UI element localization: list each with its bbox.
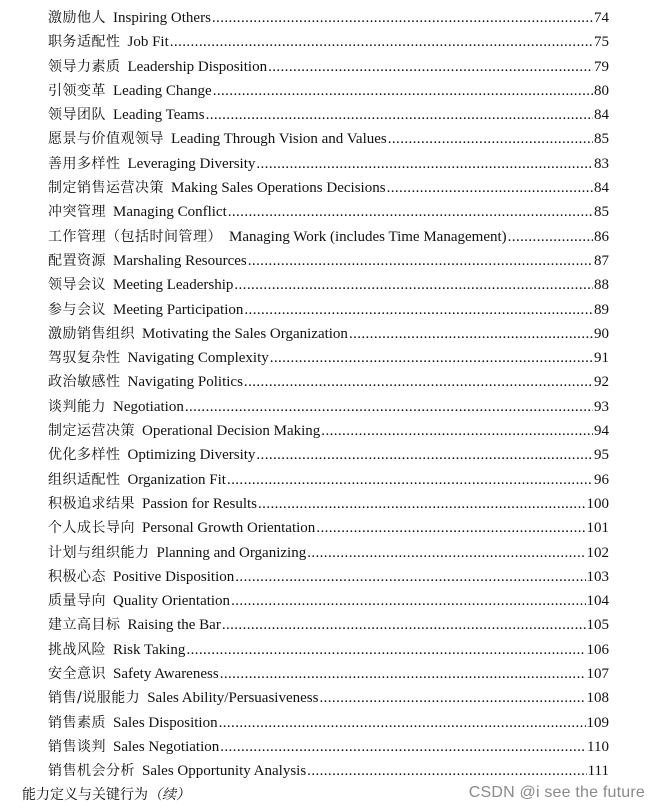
- toc-dot-leader: [222, 613, 586, 637]
- toc-entry-chinese-title: 优化多样性: [48, 447, 121, 464]
- toc-entry-chinese-title: 工作管理（包括时间管理）: [48, 228, 222, 245]
- toc-dot-leader: [228, 200, 593, 224]
- toc-entry-chinese-title: 政治敏感性: [48, 374, 121, 391]
- toc-entry: [48, 200, 609, 224]
- toc-entry-chinese-title: 职务适配性: [48, 34, 121, 51]
- toc-dot-leader: [307, 541, 585, 565]
- toc-entry-chinese-title: 愿景与价值观领导: [48, 131, 164, 148]
- table-of-contents: [48, 6, 609, 784]
- toc-entry-chinese-title: 积极追求结果: [48, 495, 135, 512]
- toc-entry: [48, 686, 609, 710]
- toc-dot-leader: [268, 55, 593, 79]
- toc-entry-chinese-title: 参与会议: [48, 301, 106, 318]
- toc-dot-leader: [387, 176, 593, 200]
- toc-entry-english-title: Leadership Disposition: [127, 58, 268, 75]
- toc-entry: [48, 273, 609, 297]
- toc-entry-page-number: 80: [594, 82, 609, 99]
- toc-entry-page-number: 107: [586, 666, 609, 683]
- toc-entry: [48, 468, 609, 492]
- toc-dot-leader: [508, 225, 593, 249]
- toc-entry-page-number: 85: [594, 204, 609, 221]
- toc-entry-chinese-title: 建立高目标: [48, 617, 121, 634]
- footer-continued-text: （续）: [148, 787, 190, 803]
- toc-entry-page-number: 91: [594, 350, 609, 367]
- toc-entry-chinese-title: 引领变革: [48, 82, 106, 99]
- toc-entry-chinese-title: 驾驭复杂性: [48, 350, 121, 367]
- toc-entry-english-title: Meeting Participation: [113, 301, 244, 318]
- toc-entry-page-number: 102: [586, 544, 609, 561]
- toc-entry-page-number: 84: [594, 180, 609, 197]
- toc-entry: [48, 152, 609, 176]
- toc-entry-page-number: 92: [594, 374, 609, 391]
- toc-entry: [48, 759, 609, 783]
- toc-entry-english-title: Managing Work (includes Time Management): [229, 228, 507, 245]
- toc-entry-chinese-title: 善用多样性: [48, 155, 121, 172]
- toc-entry-english-title: Leading Through Vision and Values: [171, 131, 387, 148]
- toc-entry-english-title: Sales Disposition: [113, 714, 218, 731]
- toc-entry: [48, 370, 609, 394]
- toc-entry-chinese-title: 领导力素质: [48, 58, 121, 75]
- toc-entry-page-number: 100: [586, 495, 609, 512]
- toc-entry: [48, 541, 609, 565]
- toc-entry-page-number: 111: [587, 763, 609, 780]
- toc-dot-leader: [244, 298, 593, 322]
- toc-dot-leader: [170, 30, 593, 54]
- toc-entry-english-title: Personal Growth Orientation: [142, 520, 316, 537]
- toc-entry-english-title: Sales Ability/Persuasiveness: [147, 690, 319, 707]
- toc-entry: [48, 103, 609, 127]
- toc-entry: [48, 516, 609, 540]
- toc-entry-page-number: 101: [586, 520, 609, 537]
- toc-entry-chinese-title: 激励他人: [48, 10, 106, 26]
- toc-entry-chinese-title: 销售机会分析: [48, 763, 135, 780]
- toc-entry: [48, 55, 609, 79]
- toc-entry-chinese-title: 个人成长导向: [48, 520, 135, 537]
- toc-entry-english-title: Risk Taking: [113, 641, 186, 658]
- toc-dot-leader: [319, 686, 585, 710]
- toc-dot-leader: [219, 711, 586, 735]
- toc-entry-page-number: 90: [594, 325, 609, 342]
- toc-entry-page-number: 104: [586, 593, 609, 610]
- toc-entry-english-title: Positive Disposition: [113, 568, 235, 585]
- toc-entry-page-number: 93: [594, 398, 609, 415]
- toc-entry-english-title: Inspiring Others: [113, 10, 211, 26]
- toc-entry-chinese-title: 激励销售组织: [48, 325, 135, 342]
- toc-entry-english-title: Managing Conflict: [113, 204, 227, 221]
- toc-entry: [48, 662, 609, 686]
- toc-entry: [48, 6, 609, 30]
- toc-entry-chinese-title: 制定销售运营决策: [48, 180, 164, 197]
- toc-entry-chinese-title: 配置资源: [48, 252, 106, 269]
- toc-entry-page-number: 83: [594, 155, 609, 172]
- toc-entry-english-title: Safety Awareness: [113, 666, 219, 683]
- toc-entry: [48, 322, 609, 346]
- toc-dot-leader: [213, 79, 593, 103]
- toc-entry-chinese-title: 领导团队: [48, 107, 106, 124]
- toc-dot-leader: [321, 419, 593, 443]
- toc-entry-english-title: Navigating Politics: [127, 374, 243, 391]
- toc-entry-chinese-title: 组织适配性: [48, 471, 121, 488]
- toc-entry-chinese-title: 积极心态: [48, 568, 106, 585]
- toc-dot-leader: [316, 516, 585, 540]
- toc-entry-english-title: Optimizing Diversity: [127, 447, 256, 464]
- toc-entry: [48, 298, 609, 322]
- toc-dot-leader: [235, 565, 585, 589]
- toc-entry-chinese-title: 销售素质: [48, 714, 106, 731]
- toc-entry: [48, 30, 609, 54]
- toc-entry-english-title: Leveraging Diversity: [127, 155, 256, 172]
- toc-entry-page-number: 84: [594, 107, 609, 124]
- footer-title-text: 能力定义与关键行为: [22, 787, 148, 803]
- toc-entry-english-title: Passion for Results: [142, 495, 258, 512]
- toc-dot-leader: [258, 492, 585, 516]
- toc-dot-leader: [349, 322, 593, 346]
- toc-entry: [48, 419, 609, 443]
- toc-entry-page-number: 105: [586, 617, 609, 634]
- toc-entry: [48, 735, 609, 759]
- toc-entry-page-number: 96: [594, 471, 609, 488]
- toc-entry-chinese-title: 谈判能力: [48, 398, 106, 415]
- running-footer-title: [22, 784, 190, 804]
- toc-entry-page-number: 86: [594, 228, 609, 245]
- toc-entry: [48, 443, 609, 467]
- toc-dot-leader: [244, 370, 593, 394]
- toc-entry-page-number: 79: [594, 58, 609, 75]
- toc-dot-leader: [256, 443, 593, 467]
- toc-entry-page-number: 94: [594, 423, 609, 440]
- toc-dot-leader: [270, 346, 593, 370]
- toc-entry-chinese-title: 销售/说服能力: [48, 690, 141, 707]
- toc-dot-leader: [234, 273, 593, 297]
- toc-dot-leader: [307, 759, 586, 783]
- toc-entry: [48, 565, 609, 589]
- toc-dot-leader: [206, 103, 593, 127]
- toc-entry-chinese-title: 挑战风险: [48, 641, 106, 658]
- toc-entry-page-number: 74: [594, 10, 609, 26]
- toc-entry: [48, 613, 609, 637]
- toc-entry-english-title: Negotiation: [113, 398, 184, 415]
- toc-entry-english-title: Job Fit: [127, 34, 169, 51]
- toc-entry: [48, 638, 609, 662]
- toc-entry-chinese-title: 制定运营决策: [48, 423, 135, 440]
- toc-entry-english-title: Marshaling Resources: [113, 252, 247, 269]
- toc-entry-page-number: 103: [586, 568, 609, 585]
- toc-dot-leader: [185, 395, 593, 419]
- toc-entry-chinese-title: 质量导向: [48, 593, 106, 610]
- toc-entry: [48, 79, 609, 103]
- toc-entry-english-title: Making Sales Operations Decisions: [171, 180, 386, 197]
- toc-entry: [48, 395, 609, 419]
- toc-dot-leader: [220, 735, 586, 759]
- toc-entry: [48, 225, 609, 249]
- csdn-watermark: CSDN @i see the future: [468, 784, 645, 801]
- toc-entry-english-title: Meeting Leadership: [113, 277, 234, 294]
- toc-entry-english-title: Motivating the Sales Organization: [142, 325, 348, 342]
- toc-entry-chinese-title: 销售谈判: [48, 738, 106, 755]
- toc-entry-chinese-title: 计划与组织能力: [48, 544, 150, 561]
- toc-entry-chinese-title: 安全意识: [48, 666, 106, 683]
- toc-entry-english-title: Leading Teams: [113, 107, 205, 124]
- toc-entry: [48, 249, 609, 273]
- toc-dot-leader: [227, 468, 593, 492]
- toc-dot-leader: [256, 152, 593, 176]
- toc-entry: [48, 589, 609, 613]
- toc-entry-chinese-title: 领导会议: [48, 277, 106, 294]
- toc-entry-english-title: Operational Decision Making: [142, 423, 321, 440]
- toc-entry-page-number: 106: [586, 641, 609, 658]
- toc-entry-english-title: Navigating Complexity: [127, 350, 269, 367]
- toc-entry-page-number: 109: [586, 714, 609, 731]
- toc-dot-leader: [231, 589, 585, 613]
- toc-entry-chinese-title: 冲突管理: [48, 204, 106, 221]
- toc-dot-leader: [388, 127, 593, 151]
- toc-entry: [48, 176, 609, 200]
- toc-entry-english-title: Planning and Organizing: [156, 544, 307, 561]
- toc-entry: [48, 127, 609, 151]
- toc-dot-leader: [212, 6, 593, 30]
- toc-dot-leader: [186, 638, 585, 662]
- toc-dot-leader: [248, 249, 593, 273]
- toc-entry-english-title: Sales Negotiation: [113, 738, 220, 755]
- toc-dot-leader: [220, 662, 586, 686]
- toc-entry: [48, 346, 609, 370]
- toc-entry: [48, 492, 609, 516]
- toc-entry: [48, 711, 609, 735]
- toc-entry-page-number: 95: [594, 447, 609, 464]
- toc-entry-page-number: 87: [594, 252, 609, 269]
- toc-entry-page-number: 75: [594, 34, 609, 51]
- toc-entry-page-number: 110: [587, 738, 609, 755]
- toc-entry-english-title: Sales Opportunity Analysis: [142, 763, 307, 780]
- toc-entry-english-title: Leading Change: [113, 82, 212, 99]
- toc-entry-page-number: 89: [594, 301, 609, 318]
- toc-entry-english-title: Quality Orientation: [113, 593, 231, 610]
- toc-entry-english-title: Organization Fit: [127, 471, 226, 488]
- toc-entry-page-number: 88: [594, 277, 609, 294]
- toc-entry-english-title: Raising the Bar: [127, 617, 221, 634]
- toc-entry-page-number: 85: [594, 131, 609, 148]
- toc-entry-page-number: 108: [586, 690, 609, 707]
